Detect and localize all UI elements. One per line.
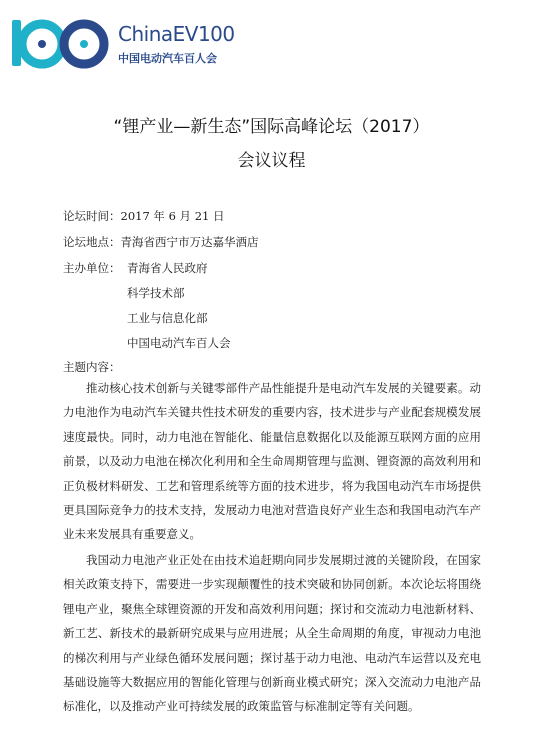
logo xyxy=(12,18,235,70)
logo-brand-text: ChinaEV100 xyxy=(118,22,235,46)
forum-time-label: 论坛时间： xyxy=(63,209,121,223)
theme-paragraph-2: 我国动力电池产业正处在由技术追赶期向同步发展期过渡的关键阶段，在国家相关政策支持下，需要进一步实现颠覆性的技术突破和协同创新。本次论坛将围绕锂电产业，聚焦全球锂资源的开发和高效利用问题；探讨和交流动力电池新材料、新工艺、新技术的最新研究成果与应用进展；从全生命周期的角度，审视动力电池的梯次利用与产业绿色循环发展问题；探讨基于动力电池、电动汽车运营以及充电基础设施等大数据应用的智能化管理与创新商业模式研究；深入交流动力电池产品标准化，以及推动产业可持续发展的政策监管与标准制定等有关问题。 xyxy=(63,553,481,714)
forum-time xyxy=(63,208,225,224)
logo-mark-icon xyxy=(12,18,110,70)
host-org: 中国电动汽车百人会 xyxy=(127,336,231,350)
forum-place xyxy=(63,234,259,250)
logo-subtitle-text: 中国电动汽车百人会 xyxy=(118,52,217,65)
document-subtitle: 会议议程 xyxy=(237,151,306,171)
theme-label: 主题内容： xyxy=(63,360,121,374)
host-org: 青海省人民政府 xyxy=(127,261,208,275)
host-org: 工业与信息化部 xyxy=(127,311,208,325)
forum-place-value: 青海省西宁市万达嘉华酒店 xyxy=(120,235,259,249)
theme-paragraph-1: 推动核心技术创新与关键零部件产品性能提升是电动汽车发展的关键要素。动力电池作为电动汽车关键共性技术研发的重要内容，技术进步与产业配套规模发展速度最快。同时，动力电池在智能化、能量信息数据化以及能源互联网方面的应用前景，以及动力电池在梯次化利用和全生命周期管理与监测、锂资源的高效利用和正负极材料研发、工艺和管理系统等方面的技术进步，将为我国电动汽车市场提供更具国际竞争力的技术支持，发展动力电池对营造良好产业生态和我国电动汽车产业未来发展具有重要意义。 xyxy=(63,381,481,542)
forum-place-label: 论坛地点： xyxy=(63,235,121,249)
host-label: 主办单位： xyxy=(63,261,121,275)
document-title: “锂产业—新生态”国际高峰论坛（2017） xyxy=(113,117,430,137)
forum-time-value: 2017 年 6 月 21 日 xyxy=(120,209,225,223)
host-org: 科学技术部 xyxy=(127,286,185,300)
